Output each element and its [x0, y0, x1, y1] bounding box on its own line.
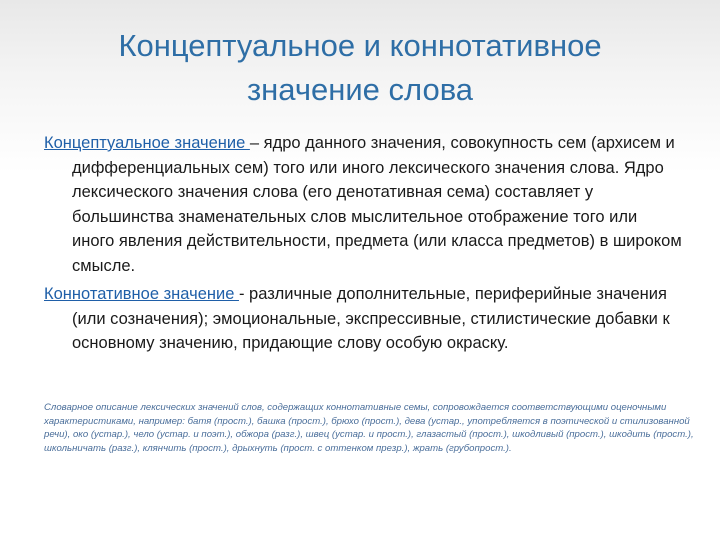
slide-title — [40, 24, 680, 112]
paragraph-conceptual — [44, 131, 684, 278]
term-connotative: Коннотативное значение — [44, 285, 239, 303]
paragraph-connotative — [44, 282, 684, 356]
definition-connotative: - различные дополнительные, периферийные значения (или созначения); эмоциональные, экспрессивные, стилистические добавки к основному значению, придающие слову особую окраску. — [72, 285, 670, 352]
definition-conceptual: – ядро данного значения, совокупность сем (архисем и дифференциальных сем) того или иного лексического значения слова. Ядро лексического значения слова (его денотативная сема) составляет у большинства знаменательных слов мыслительное отображение того или иного явления действительности, предмета (или класса предметов) в широком смысле. — [72, 134, 682, 275]
title-line-2: значение слова — [246, 72, 474, 107]
slide-body — [44, 131, 684, 360]
footnote-examples: Словарное описание лексических значений слов, содержащих коннотативные семы, сопровождается соответствующими оценочными характеристиками, например: батя (прост.), башка (прост.), брюхо (прост.), дева (устар., употребляется в поэтической и стилизованной речи), око (устар.), чело (устар. и поэт.), обжора (разг.), швец (устар. и прост.), глазастый (прост.), шкодливый (прост.), шкодить (прост.), школьничать (разг.), клянчить (прост.), дрыхнуть (прост. с оттенком презр.), жрать (грубопрост.). — [44, 402, 694, 454]
term-conceptual: Концептуальное значение — [44, 134, 250, 152]
title-line-1: Концептуальное и коннотативное — [118, 28, 602, 63]
